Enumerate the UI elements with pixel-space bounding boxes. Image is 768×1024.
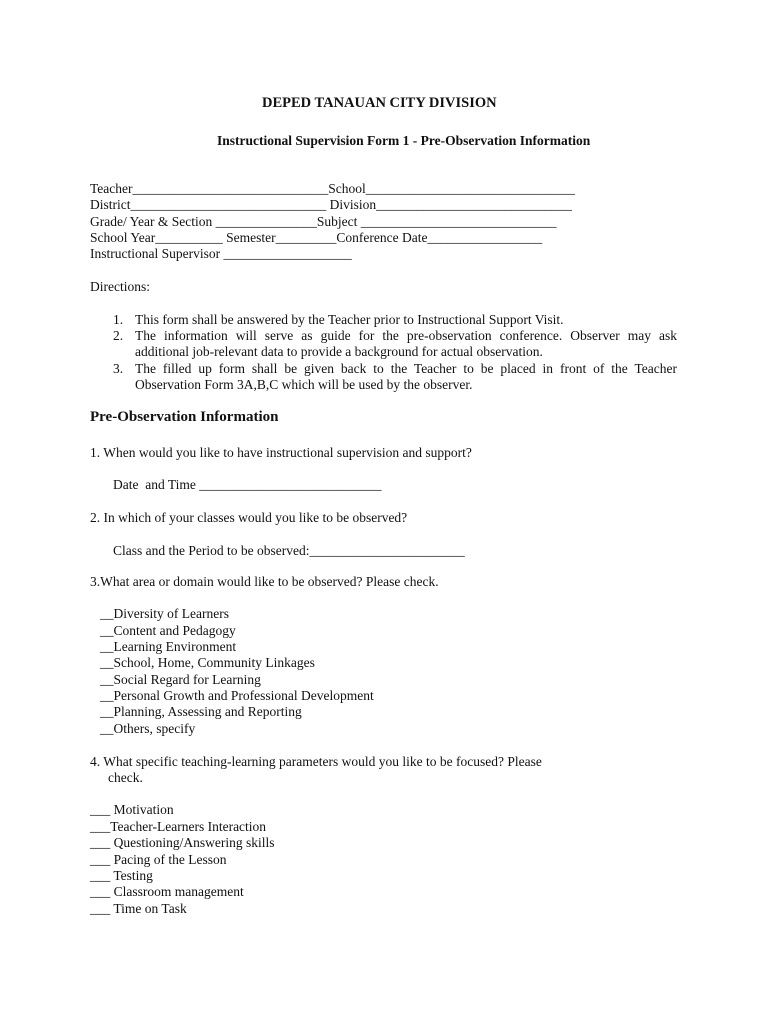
checklist-item: __Content and Pedagogy — [100, 623, 236, 638]
question-2: 2. In which of your classes would you like to be observed? — [90, 510, 408, 525]
field-schoolyear-semester-conference: School Year__________ Semester_________Conference Date_________________ — [90, 230, 543, 245]
directions-label: Directions: — [90, 279, 150, 294]
question-2-answer-line: Class and the Period to be observed:_______________________ — [113, 543, 465, 558]
checklist-item: ___ Time on Task — [90, 901, 187, 916]
checklist-item: __Diversity of Learners — [100, 606, 229, 621]
direction-item: The information will serve as guide for the pre-observation conference. Observer may ask — [135, 328, 677, 343]
direction-number: 1. — [113, 312, 124, 327]
form-subtitle: Instructional Supervision Form 1 - Pre-Observation Information — [217, 133, 591, 148]
checklist-item: __Planning, Assessing and Reporting — [100, 704, 302, 719]
direction-item-continued: Observation Form 3A,B,C which will be used by the observer. — [135, 377, 473, 392]
question-3: 3.What area or domain would like to be observed? Please check. — [90, 574, 439, 589]
checklist-item: ___Teacher-Learners Interaction — [90, 819, 267, 834]
checklist-item: ___ Motivation — [90, 802, 174, 817]
field-teacher-school: Teacher_____________________________School_______________________________ — [90, 181, 576, 196]
checklist-item: ___ Pacing of the Lesson — [90, 852, 227, 867]
section-heading: Pre-Observation Information — [90, 409, 279, 425]
question-4: 4. What specific teaching-learning parameters would you like to be focused? Please — [90, 754, 542, 769]
field-instructional-supervisor: Instructional Supervisor ___________________ — [90, 246, 352, 261]
checklist-item: __Others, specify — [100, 721, 196, 736]
question-1-answer-line: Date and Time ___________________________ — [113, 477, 382, 492]
checklist-item: __Personal Growth and Professional Development — [100, 688, 374, 703]
direction-item-continued: additional job-relevant data to provide a background for actual observation. — [135, 344, 543, 359]
checklist-item: ___ Questioning/Answering skills — [90, 835, 275, 850]
question-4-continued: check. — [108, 770, 143, 785]
direction-item: This form shall be answered by the Teacher prior to Instructional Support Visit. — [135, 312, 564, 327]
checklist-item: __School, Home, Community Linkages — [100, 655, 315, 670]
field-grade-subject: Grade/ Year & Section _______________Subject _____________________________ — [90, 214, 557, 229]
direction-number: 3. — [113, 361, 124, 376]
checklist-item: __Social Regard for Learning — [100, 672, 261, 687]
checklist-item: ___ Classroom management — [90, 884, 244, 899]
document-title: DEPED TANAUAN CITY DIVISION — [262, 95, 497, 111]
field-district-division: District_____________________________ Division_____________________________ — [90, 197, 572, 212]
checklist-item: ___ Testing — [90, 868, 153, 883]
question-1: 1. When would you like to have instructional supervision and support? — [90, 445, 472, 460]
checklist-item: __Learning Environment — [100, 639, 237, 654]
direction-number: 2. — [113, 328, 124, 343]
direction-item: The filled up form shall be given back to the Teacher to be placed in front of the Teacher — [135, 361, 677, 376]
